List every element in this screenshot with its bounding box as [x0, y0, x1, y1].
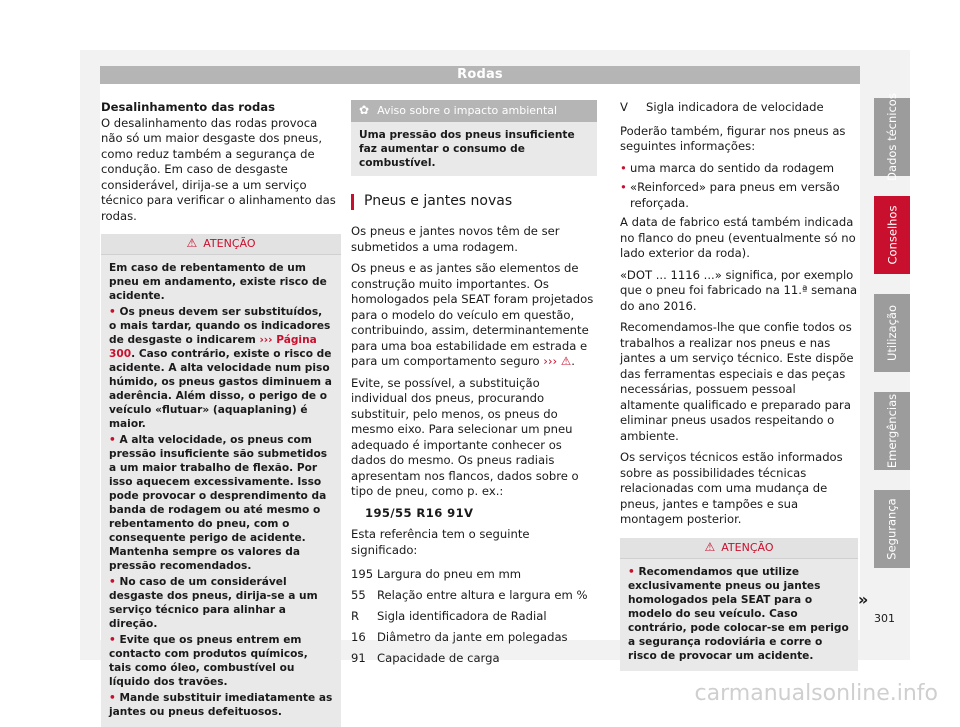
environment-header: [351, 100, 597, 122]
tab-emergencias[interactable]: Emergências: [874, 392, 910, 470]
tab-dados-tecnicos[interactable]: Dados técnicos: [874, 98, 910, 176]
tab-utilizacao[interactable]: Utilização: [874, 294, 910, 372]
warning-link[interactable]: ›››: [543, 354, 558, 368]
warning-item: • No caso de um considerável desgaste dos pneus, dirija-se a um serviço técnico para alinhar a direção.: [109, 576, 318, 630]
warning-item: • Os pneus devem ser substituídos, o mais tardar, quando os indicadores de desgaste o indicarem ››› Página 300. Caso contrário, existe o risco de acidente. A alta velocidade num piso húmido, os pneus gastos diminuem a aderência. Além disso, o perigo de o veículo «flutuar» (aquaplaning) é maior.: [109, 306, 332, 430]
bullet-icon: •: [109, 634, 120, 646]
environment-text: Uma pressão dos pneus insuficiente faz aumentar o consumo de combustível.: [359, 129, 575, 169]
warning-title: ATENÇÃO: [203, 237, 256, 251]
section-marker: [351, 194, 354, 210]
warning-box: [620, 538, 858, 671]
warning-header: [101, 234, 341, 255]
tab-seguranca[interactable]: Segurança: [874, 490, 910, 568]
page-number: 301: [874, 612, 895, 625]
section-heading: Desalinhamento das rodas: [101, 100, 275, 114]
warning-triangle-icon: ⚠: [560, 354, 572, 368]
bullet-icon: •: [620, 180, 627, 194]
bullet-icon: •: [109, 576, 120, 588]
warning-body: [620, 559, 858, 671]
paragraph: «DOT ... 1116 ...» significa, por exemplo que o pneu foi fabricado na 11.ª semana do ano 2016.: [620, 267, 858, 313]
warning-item: • Mande substituir imediatamente as jantes ou pneus defeituosos.: [109, 692, 333, 718]
paragraph: Os serviços técnicos estão informados sobre as possibilidades técnicas relacionadas com uma mudança de pneus, jantes e tampões e sua montagem posterior.: [620, 450, 843, 526]
page-link[interactable]: ››› Página 300: [109, 334, 317, 360]
section-title: Pneus e jantes novas: [351, 194, 597, 210]
column-2: [351, 100, 597, 669]
definition-list: [351, 564, 597, 669]
paragraph: A data de fabrico está também indicada no flanco do pneu (eventualmente só no lado exterior da roda).: [620, 215, 856, 260]
warning-header: [620, 538, 858, 559]
environment-notice: [351, 100, 597, 176]
warning-item: • A alta velocidade, os pneus com pressão insuficiente são submetidos a um maior trabalho de flexão. Por isso aquecem excessivamente. Isso pode provocar o desprendimento da banda de rodagem ou até mesmo o rebentamento do pneu, com o consequente perigo de acidente. Mantenha sempre os valores da pressão recomendados.: [109, 434, 328, 572]
bullet-icon: •: [620, 160, 627, 175]
column-3: [620, 100, 858, 671]
warning-title: ATENÇÃO: [721, 540, 774, 554]
paragraph: Poderão também, figurar nos pneus as seguintes informações:: [620, 123, 846, 153]
warning-box: [101, 234, 341, 727]
column-1: [101, 100, 341, 727]
warning-triangle-icon: ⚠: [186, 236, 198, 251]
tab-conselhos[interactable]: Conselhos: [874, 196, 910, 274]
definition-row: 91 Capacidade de carga: [351, 651, 500, 665]
definition-row: 195 Largura do pneu em mm: [351, 567, 522, 581]
paragraph: Os pneus e as jantes são elementos de construção muito importantes. Os homologados pela SEAT foram projetados para o modelo do veículo em questão, contribuindo, assim, determinantemente para uma boa estabilidade em estrada e para um comportamento seguro ››› ⚠.: [351, 261, 594, 368]
warning-item: • Evite que os pneus entrem em contacto com produtos químicos, tais como óleo, combustível ou líquido dos travões.: [109, 634, 308, 688]
paragraph: O desalinhamento das rodas provoca não só um maior desgaste dos pneus, como reduz também a segurança de condução. Em caso de desgaste considerável, dirija-se a um serviço técnico para verificar o alinhamento das rodas.: [101, 115, 336, 223]
page-title: Rodas: [100, 66, 860, 84]
paragraph: Os pneus e jantes novos têm de ser submetidos a uma rodagem.: [351, 224, 560, 254]
warning-item: • Recomendamos que utilize exclusivamente pneus ou jantes homologados pela SEAT para o modelo do seu veículo. Caso contrário, pode colocar-se em perigo a segurança rodoviária e corre o risco de provocar um acidente.: [628, 565, 849, 662]
definition-row: 16 Diâmetro da jante em polegadas: [351, 630, 568, 644]
definition-row: 55 Relação entre altura e largura em %: [351, 588, 588, 602]
warning-body: [101, 255, 341, 727]
warning-intro: Em caso de rebentamento de um pneu em andamento, existe risco de acidente.: [109, 262, 327, 302]
warning-triangle-icon: ⚠: [704, 539, 716, 554]
continue-marker: »: [858, 590, 869, 609]
definition-row: R Sigla identificadora de Radial: [351, 609, 547, 623]
environment-title: Aviso sobre o impacto ambiental: [377, 104, 558, 118]
bullet-icon: •: [109, 692, 120, 704]
paragraph: Recomendamos-lhe que confie todos os trabalhos a realizar nos pneus e nas jantes a um serviço técnico. Este dispõe das ferramentas especiais e das peças necessárias, possuem pessoal altamente qualificado e preparado para eliminar pneus usados respeitando o ambiente.: [620, 320, 854, 443]
leaf-icon: ✿: [359, 103, 370, 118]
paragraph: Esta referência tem o seguinte significado:: [351, 527, 530, 557]
tire-spec: 195/55 R16 91V: [365, 505, 474, 520]
watermark: carmanualsonline.info: [694, 681, 938, 706]
bullet-icon: •: [109, 434, 120, 446]
paragraph: Evite, se possível, a substituição individual dos pneus, procurando substituir, pelo menos, os pneus do mesmo eixo. Para selecionar um pneu adequado é importante conhecer os dados do mesmo. Os pneus radiais apresentam nos flancos, dados sobre o tipo de pneu, como p. ex.:: [351, 375, 579, 498]
bullet-icon: •: [628, 565, 639, 578]
list-item: • «Reinforced» para pneus em versão reforçada.: [620, 180, 840, 210]
list-item: • uma marca do sentido da rodagem: [620, 160, 835, 175]
bullet-icon: •: [109, 306, 120, 318]
definition-row: V Sigla indicadora de velocidade: [620, 100, 824, 114]
